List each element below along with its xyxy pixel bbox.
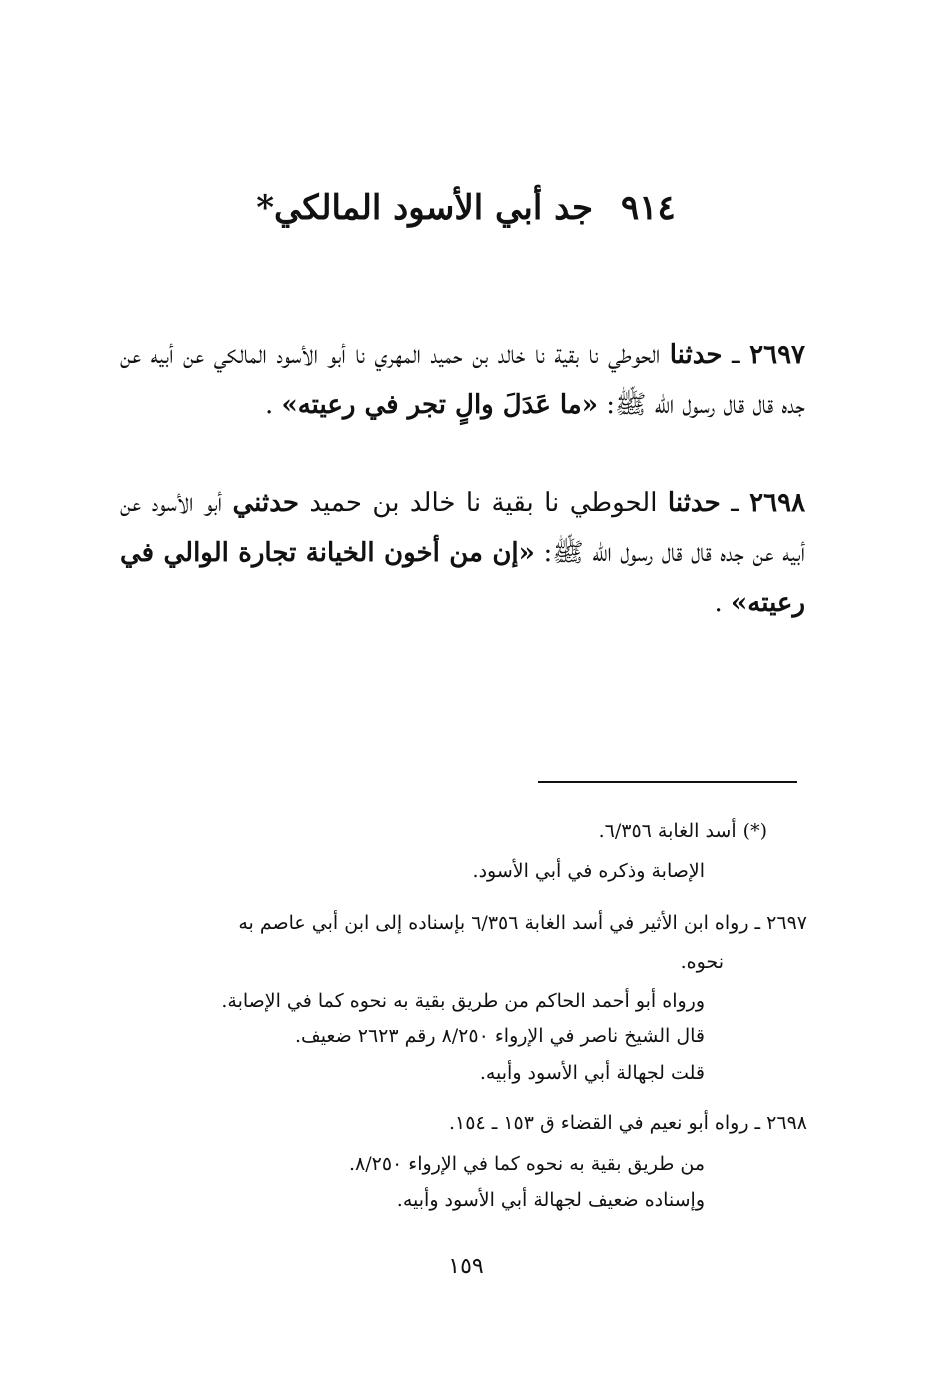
hadith-lead-2: حدثني: [232, 488, 299, 518]
hadith-end: .: [714, 588, 723, 618]
footnote-2697-line-4: قال الشيخ ناصر في الإرواء ٨/٢٥٠ رقم ٢٦٢٣ ضعيف.: [294, 1025, 705, 1047]
hadith-chain-2: أبو الأسود عن أبيه عن جده قال قال رسول الله ﷺ:: [120, 488, 806, 568]
hadith-matn: «إن من أخون الخيانة تجارة الوالي في رعيته»: [120, 538, 805, 618]
hadith-number: ٢٦٩٨: [749, 488, 806, 518]
hadith-lead: حدثنا: [669, 340, 723, 370]
chapter-heading: [0, 178, 932, 238]
footnote-2697-line-1: ٢٦٩٧ ـ رواه ابن الأثير في أسد الغابة ٦/٣٥٦ بإسناده إلى ابن أبي عاصم به: [238, 912, 807, 934]
footnote-2698-line-2: من طريق بقية به نحوه كما في الإرواء ٨/٢٥٠.: [348, 1153, 705, 1175]
hadith-2698: ٢٦٩٨ ـ حدثنا الحوطي نا بقية نا خالد بن حميد حدثني أبو الأسود عن أبيه عن جده قال قال رسول الله ﷺ: «إن من أخون الخيانة تجارة الوالي في رعيته» .: [120, 488, 806, 618]
hadith-2697: ٢٦٩٧ ـ حدثنا الحوطي نا بقية نا خالد بن حميد المهري نا أبو الأسود المالكي عن أبيه عن جده قال قال رسول الله ﷺ: «ما عَدَلَ والٍ تجر في رعيته» .: [120, 340, 806, 420]
chapter-title: جد أبي الأسود المالكي*: [256, 188, 593, 228]
page-number: ١٥٩: [448, 1254, 484, 1279]
hadith-chain: الحوطي نا بقية نا خالد بن حميد المهري نا أبو الأسود المالكي عن أبيه عن جده قال قال رسول الله ﷺ:: [120, 340, 805, 420]
footnote-star-line-2: الإصابة وذكره في أبي الأسود.: [472, 860, 705, 882]
chapter-number: ٩١٤: [620, 188, 676, 228]
hadith-chain: الحوطي نا بقية نا خالد بن حميد: [309, 488, 658, 518]
footnote-2698-line-1: ٢٦٩٨ ـ رواه أبو نعيم في القضاء ق ١٥٣ ـ ١٥٤.: [448, 1112, 807, 1134]
footnote-2697-line-5: قلت لجهالة أبي الأسود وأبيه.: [479, 1062, 705, 1084]
hadith-end: .: [264, 390, 274, 420]
footnote-2698-line-3: وإسناده ضعيف لجهالة أبي الأسود وأبيه.: [396, 1189, 705, 1211]
hadith-number: ٢٦٩٧: [749, 340, 806, 370]
hadith-matn: «ما عَدَلَ والٍ تجر في رعيته»: [281, 390, 598, 420]
footnote-star-line-1: (*) أسد الغابة ٦/٣٥٦.: [598, 820, 767, 842]
footnote-2697-line-3: ورواه أبو أحمد الحاكم من طريق بقية به نحوه كما في الإصابة.: [221, 990, 705, 1012]
hadith-lead: حدثنا: [667, 488, 721, 518]
footnote-divider: [538, 781, 797, 783]
footnote-2697-line-2: نحوه.: [680, 951, 724, 973]
